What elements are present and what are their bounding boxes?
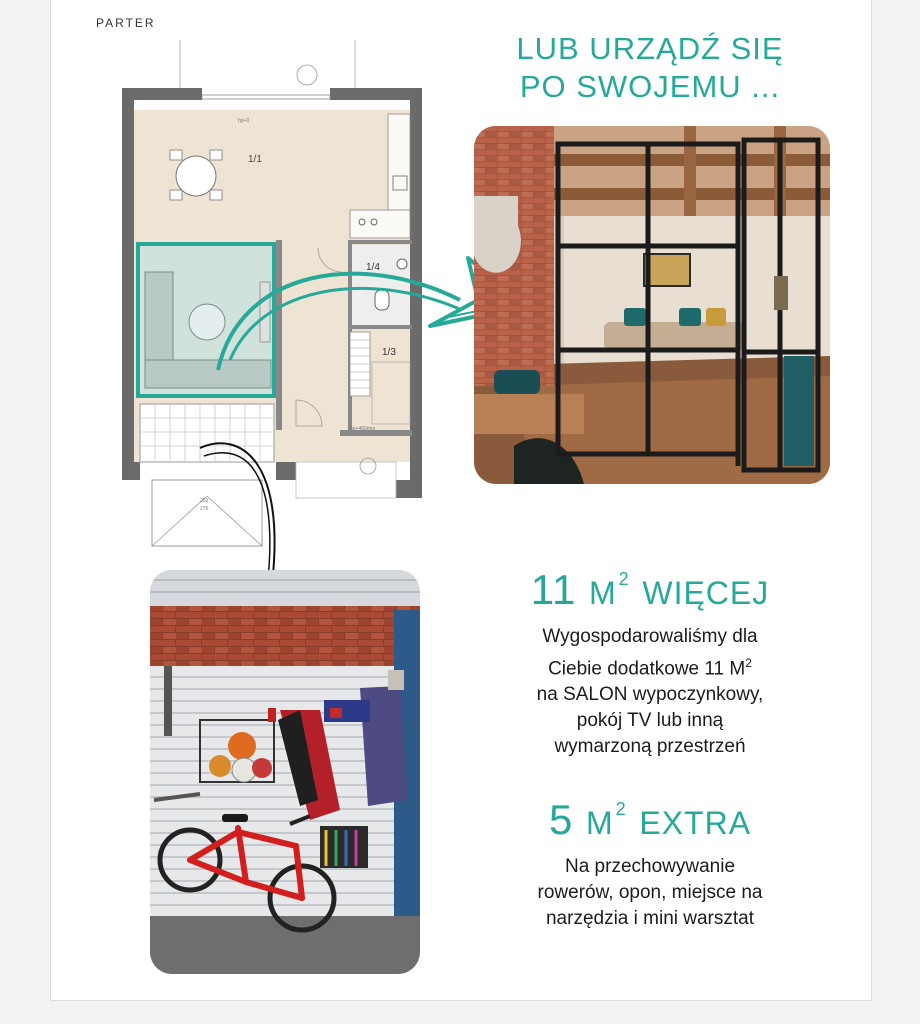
headline xyxy=(470,30,830,106)
interior-photo xyxy=(474,126,830,484)
room-label-1-3: 1/3 xyxy=(382,347,396,358)
desc-line: Na przechowywanie xyxy=(564,856,736,877)
desc-line: na SALON wypoczynkowy, xyxy=(536,684,764,706)
desc-line: narzędzia i mini warsztat xyxy=(545,908,755,929)
desc-line: Wygospodarowaliśmy dla xyxy=(542,626,758,647)
garage-photo xyxy=(150,570,420,974)
section-5m2 xyxy=(460,796,840,932)
room-label-1-1: 1/1 xyxy=(248,154,262,165)
heading-unit: M xyxy=(586,805,614,841)
floor-label: PARTER xyxy=(96,16,156,30)
headline-line-2: PO SWOJEMU ... xyxy=(519,69,781,104)
desc-exponent: 2 xyxy=(745,656,752,670)
desc-line xyxy=(460,650,840,682)
heading-11m2 xyxy=(460,566,840,614)
level-label-top: hp+0 xyxy=(238,118,250,124)
description-5m2 xyxy=(460,854,840,932)
heading-word: WIĘCEJ xyxy=(642,575,770,611)
headline-line-1: LUB URZĄDŹ SIĘ xyxy=(516,31,784,66)
dimension-label-2: 275 xyxy=(200,506,209,512)
desc-line: wymarzoną przestrzeń xyxy=(554,736,746,758)
heading-unit: M xyxy=(589,575,617,611)
dimension-label-1: 250 xyxy=(200,498,209,504)
description-11m2 xyxy=(460,624,840,760)
level-label-bottom: hp+460mm xyxy=(350,426,376,432)
heading-exponent: 2 xyxy=(615,799,627,819)
heading-5m2 xyxy=(460,796,840,844)
heading-number: 5 xyxy=(548,796,574,843)
desc-text: Ciebie dodatkowe 11 M xyxy=(548,658,746,680)
wall-left xyxy=(122,88,134,480)
desc-line: pokój TV lub inną xyxy=(576,710,724,732)
heading-number: 11 xyxy=(530,566,577,613)
room-label-1-4: 1/4 xyxy=(366,262,380,273)
heading-word: EXTRA xyxy=(639,805,752,841)
section-11m2 xyxy=(460,566,840,760)
heading-exponent: 2 xyxy=(618,569,630,589)
desc-line: rowerów, opon, miejsce na xyxy=(537,882,763,903)
